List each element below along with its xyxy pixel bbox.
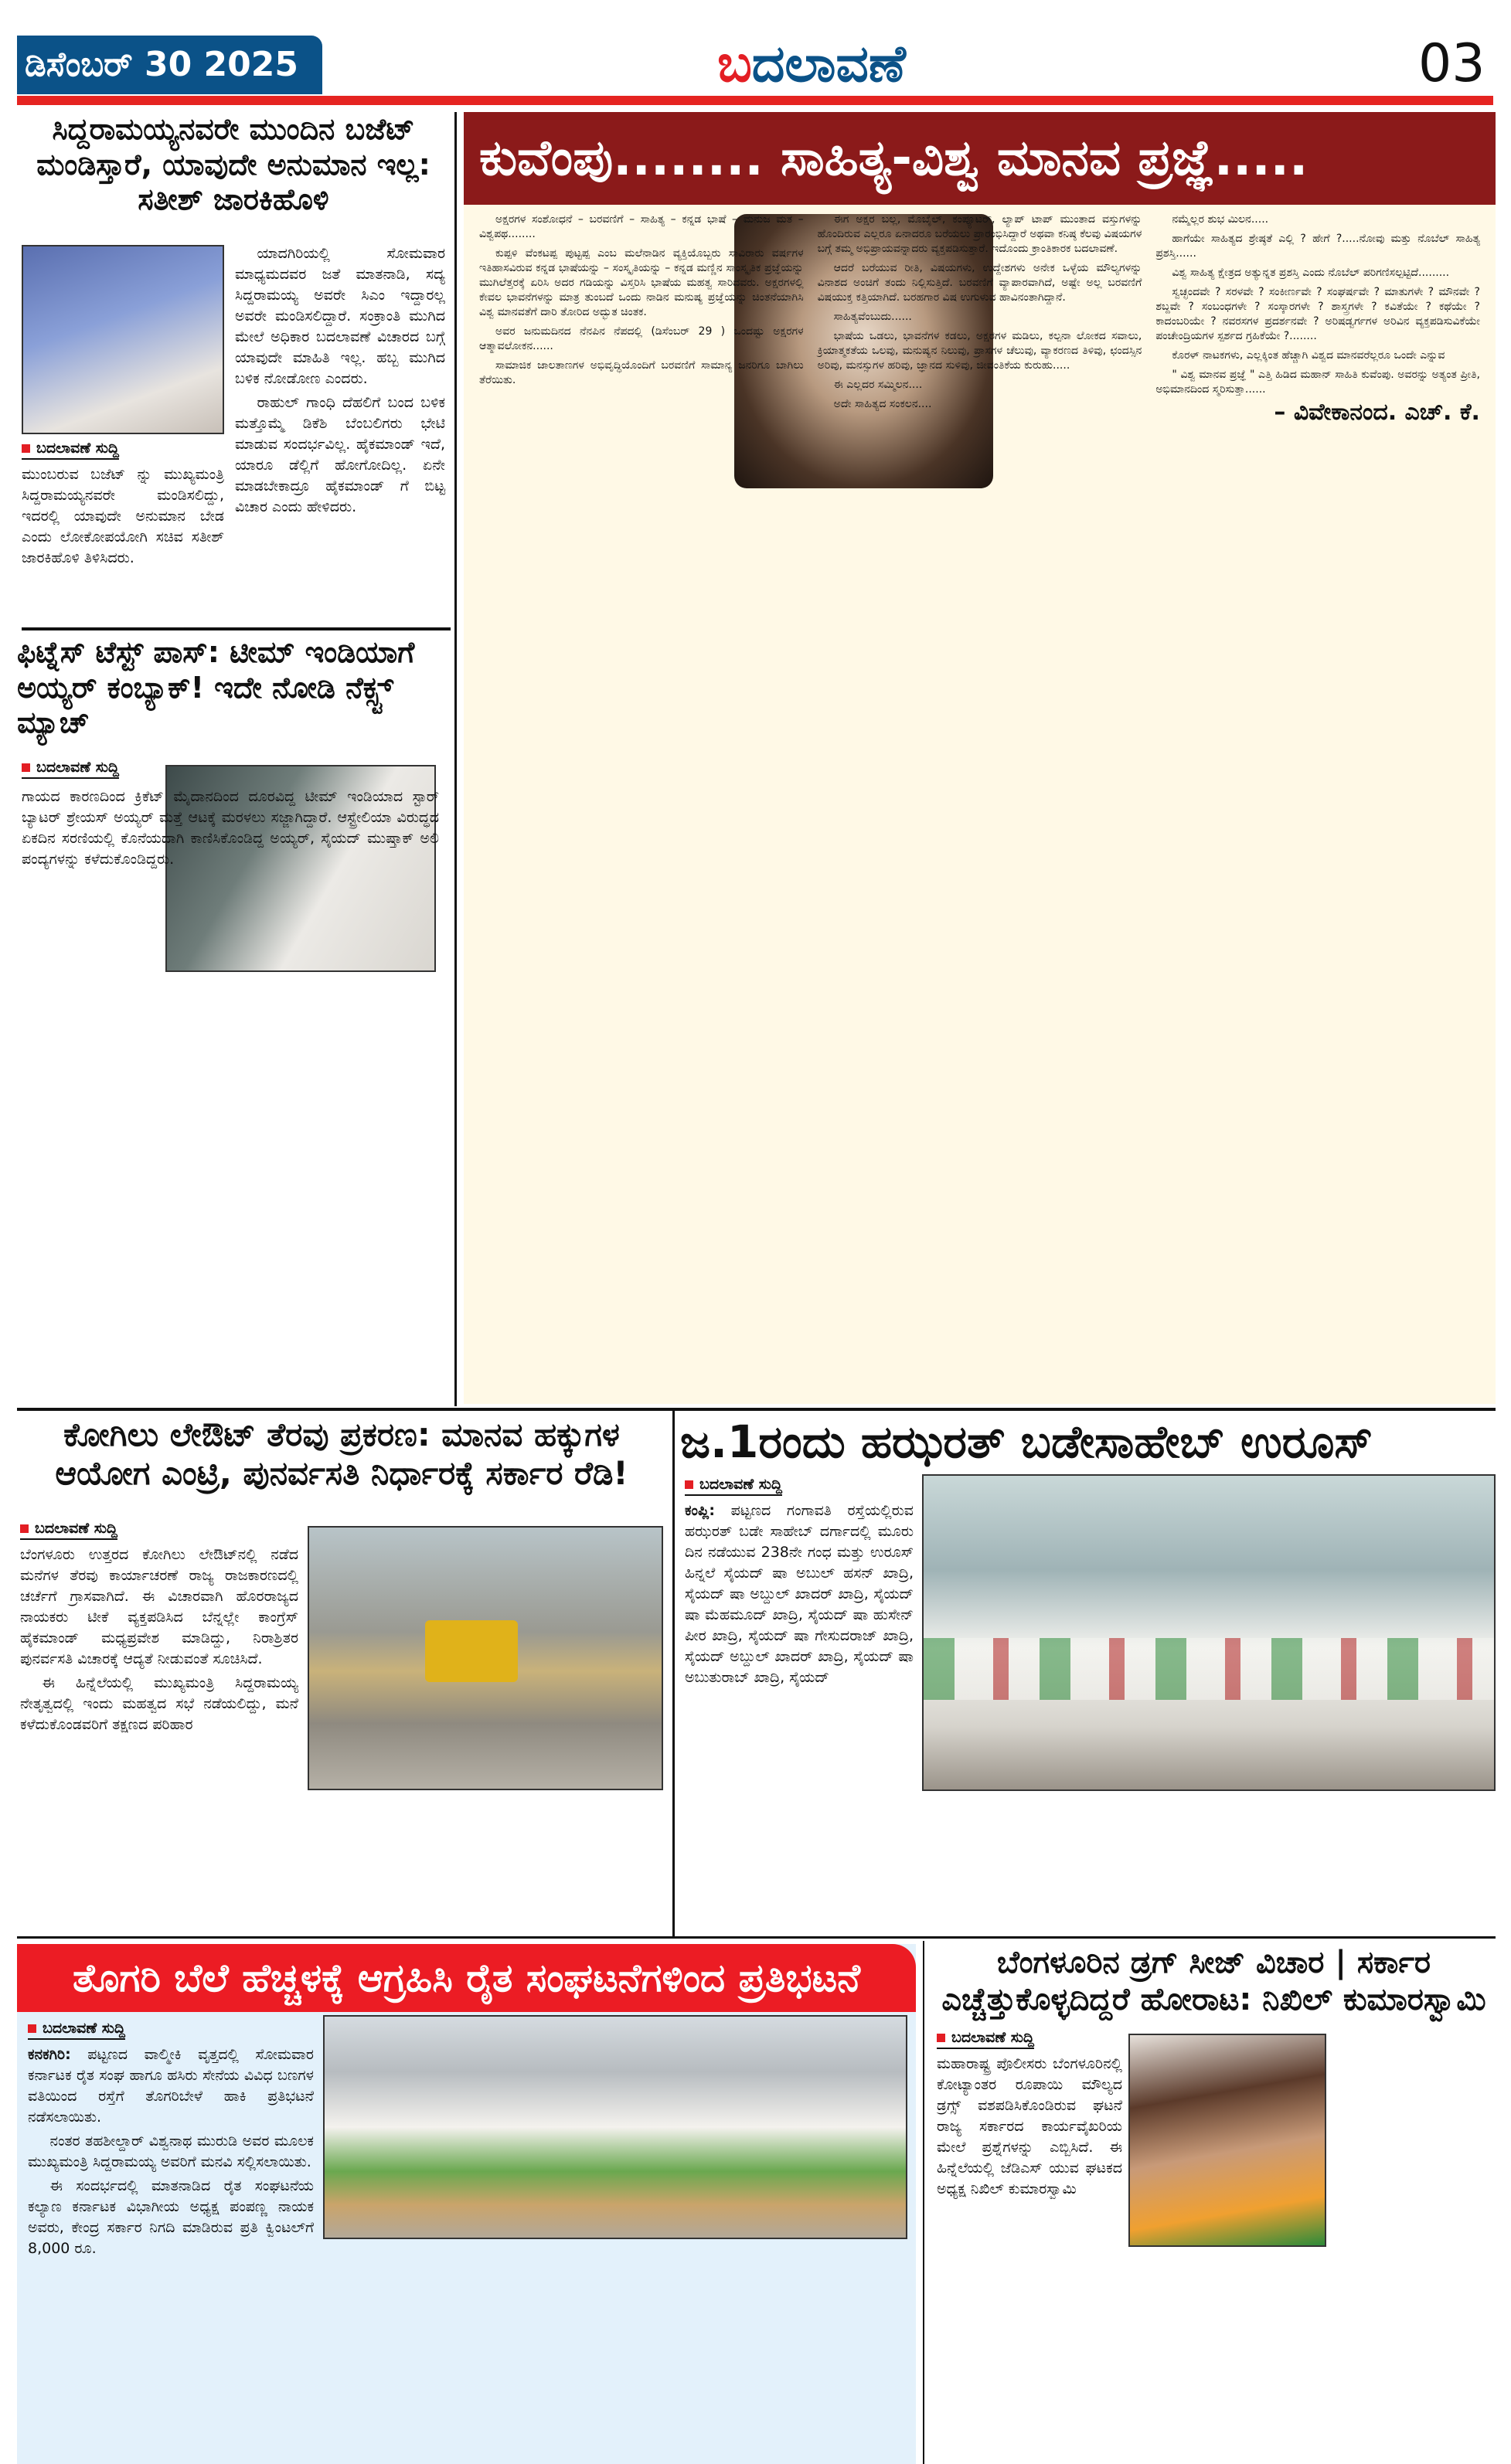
column-divider	[672, 1411, 675, 1936]
headline[interactable]: ಸಿದ್ದರಾಮಯ್ಯನವರೇ ಮುಂದಿನ ಬಜೆಟ್ ಮಂಡಿಸ್ತಾರೆ, ಯಾವುದೇ ಅನುಮಾನ ಇಲ್ಲ: ಸತೀಶ್ ಜಾರಕಿಹೊಳಿ	[36, 112, 430, 217]
article-body	[685, 1500, 914, 1688]
logo-part-blue: ದಲಾವಣೆ	[751, 34, 906, 93]
paragraph: ಕೊರಳ್ ನಾಟಕಗಳು, ಎಲ್ಲಕ್ಕಿಂತ ಹೆಚ್ಚಾಗಿ ವಿಶ್ವದ ಮಾನವರೆಲ್ಲರೂ ಒಂದೇ ಎನ್ನುವ	[1172, 349, 1445, 362]
paragraph: ಈ ಸಂದರ್ಭದಲ್ಲಿ ಮಾತನಾಡಿದ ರೈತ ಸಂಘಟನೆಯ ಕಲ್ಯಾಣ ಕರ್ನಾಟಕ ವಿಭಾಗೀಯ ಅಧ್ಯಕ್ಷ ಪಂಪಣ್ಣ ನಾಯಕ ಅವರು, ಕೇಂದ್ರ ಸರ್ಕಾರ ನಿಗದಿ ಮಾಡಿರುವ ಪ್ರತಿ ಕ್ವಿಂಟಲ್‌ಗೆ 8,000 ರೂ.	[28, 2177, 314, 2257]
issue-date: ಡಿಸೆಂಬರ್ 30 2025	[17, 36, 322, 94]
paragraph: ಬೆಂಗಳೂರು ಉತ್ತರದ ಕೋಗಿಲು ಲೇಔಟ್‌ನಲ್ಲಿ ನಡೆದ ಮನೆಗಳ ತೆರವು ಕಾರ್ಯಾಚರಣೆ ರಾಜ್ಯ ರಾಜಕಾರಣದಲ್ಲಿ ಚರ್ಚೆಗೆ ಗ್ರಾಸವಾಗಿದೆ. ಈ ವಿಚಾರವಾಗಿ ಹೊರರಾಜ್ಯದ ನಾಯಕರು ಟೀಕೆ ವ್ಯಕ್ತಪಡಿಸಿದ ಬೆನ್ನಲ್ಲೇ ಕಾಂಗ್ರೆಸ್ ಹೈಕಮಾಂಡ್ ಮಧ್ಯಪ್ರವೇಶ ಮಾಡಿದ್ದು, ನಿರಾಶ್ರಿತರ ಪುನರ್ವಸತಿ ವಿಚಾರಕ್ಕೆ ಆದ್ಯತೆ ನೀಡುವಂತೆ ಸೂಚಿಸಿದೆ.	[20, 1546, 298, 1667]
paragraph: ನಮ್ಮೆಲ್ಲರ ಶುಭ ಮಿಲನ.....	[1172, 213, 1269, 226]
paragraph: ಈ ಎಲ್ಲದರ ಸಮ್ಮಿಲನ....	[833, 379, 923, 391]
section-divider	[17, 1936, 1496, 1939]
paragraph: ಆದರೆ ಬರೆಯುವ ರೀತಿ, ವಿಷಯಗಳು, ಉದ್ದೇಶಗಳು ಅನೇಕ ಒಳ್ಳೆಯ ಮೌಲ್ಯಗಳನ್ನು ವಿನಾಶದ ಅಂಚಿಗೆ ತಂದು ನಿಲ್ಲಿಸುತ್ತಿದೆ. ಬರವಣಿಗೆ ವ್ಯಾಪಾರವಾಗಿದೆ, ಅಷ್ಟೇ ಅಲ್ಲ ಬರವಣಿಗೆ ವಿಷಯುಕ್ತ ಕತ್ತಿಯಾಗಿದೆ. ಬರಹಗಾರ ವಿಷ ಉಗುಳುವ ಹಾವಿನಂತಾಗಿದ್ದಾನೆ.	[817, 262, 1142, 304]
photo-satish-jarkiholi	[22, 245, 224, 434]
article-divider	[22, 627, 451, 630]
paragraph: ಪಟ್ಟಣದ ವಾಲ್ಮೀಕಿ ವೃತ್ತದಲ್ಲಿ ಸೋಮವಾರ ಕರ್ನಾಟಕ ರೈತ ಸಂಘ ಹಾಗೂ ಹಸಿರು ಸೇನೆಯ ವಿವಿಧ ಬಣಗಳ ವತಿಯಿಂದ ರಸ್ತೆಗೆ ತೊಗರಿಬೇಳೆ ಹಾಕಿ ಪ್ರತಿಭಟನೆ ನಡೆಸಲಾಯಿತು.	[28, 2046, 314, 2126]
paragraph: ರಾಹುಲ್ ಗಾಂಧಿ ದೆಹಲಿಗೆ ಬಂದ ಬಳಿಕ ಮತ್ತೊಮ್ಮೆ ಡಿಕೆಶಿ ಬೆಂಬಲಿಗರು ಭೇಟಿ ಮಾಡುವ ಸಂದರ್ಭವಿಲ್ಲ. ಹೈಕಮಾಂಡ್ ಇದೆ, ಯಾರೂ ಡೆಲ್ಲಿಗೆ ಹೋಗೋದಿಲ್ಲ. ಏನೇ ಮಾಡಬೇಕಾದ್ರೂ ಹೈಕಮಾಂಡ್ ಗೆ ಬಿಟ್ಟ ವಿಚಾರ ಎಂದು ಹೇಳಿದರು.	[235, 394, 445, 515]
headline[interactable]: ಜ.1ರಂದು ಹಝರತ್ ಬಡೇಸಾಹೇಬ್ ಉರೂಸ್	[680, 1416, 1373, 1468]
article-urus	[680, 1416, 1496, 1933]
article-body	[479, 212, 1480, 1387]
paragraph: ಅವರ ಜನುಮದಿನದ ನೆನಪಿನ ನೆಪದಲ್ಲಿ (ಡಿಸೆಂಬರ್ 29 ) ಒಂದಷ್ಟು ಅಕ್ಷರಗಳ ಆತ್ಮಾವಲೋಕನ......	[479, 325, 804, 352]
logo-part-red: ಬ	[717, 34, 752, 93]
banner-posters	[924, 1638, 1494, 1700]
article-togari	[17, 1944, 916, 2464]
paragraph: ಕುಪ್ಪಳಿ ವೆಂಕಟಪ್ಪ ಪುಟ್ಟಪ್ಪ ಎಂಬ ಮಲೆನಾಡಿನ ವ್ಯಕ್ತಿಯೊಬ್ಬರು ಸಾವಿರಾರು ವರ್ಷಗಳ ಇತಿಹಾಸವಿರುವ ಕನ್ನಡ ಭಾಷೆಯನ್ನು – ಸಂಸ್ಕೃತಿಯನ್ನು – ಕನ್ನಡ ಮಣ್ಣಿನ ಸಾಂಸ್ಕೃತಿಕ ಪ್ರಜ್ಞೆಯನ್ನು ಮುಗಿಲೆತ್ತರಕ್ಕೆ ಏರಿಸಿ ಅದರ ಗಡಿಯನ್ನು ವಿಸ್ತರಿಸಿ ಭಾಷೆಯ ಮಹತ್ವ ಸಾರಿದವರು. ಅಕ್ಷರಗಳಲ್ಲಿ ಕೇವಲ ಭಾವನೆಗಳನ್ನು ಮಾತ್ರ ತುಂಬದೆ ಒಂದು ನಾಡಿನ ಮನುಷ್ಯ ಪ್ರಜ್ಞೆಯನ್ನು ಚಿಂತನೆಯಾಗಿಸಿ ವಿಶ್ವ ಮಾನವತೆಗೆ ದಾರಿ ತೋರಿದ ಅದ್ಭುತ ಚಿಂತಕ.	[479, 247, 804, 318]
paragraph: ಅಕ್ಷರಗಳ ಸಂಶೋಧನೆ – ಬರವಣಿಗೆ – ಸಾಹಿತ್ಯ – ಕನ್ನಡ ಭಾಷೆ – ಮನುಜ ಮತ – ವಿಶ್ವಪಥ........	[479, 213, 804, 240]
headline[interactable]: ಕೋಗಿಲು ಲೇಔಟ್ ತೆರವು ಪ್ರಕರಣ: ಮಾನವ ಹಕ್ಕುಗಳ ಆಯೋಗ ಎಂಟ್ರಿ, ಪುನರ್ವಸತಿ ನಿರ್ಧಾರಕ್ಕೆ ಸರ್ಕಾರ ರೆಡಿ!	[55, 1416, 628, 1493]
photo-nikhil-kumaraswamy	[1128, 2034, 1326, 2247]
page-number: 03	[1418, 33, 1485, 94]
article-lead: ಮುಂಬರುವ ಬಜೆಟ್ ನ್ನು ಮುಖ್ಯಮಂತ್ರಿ ಸಿದ್ದರಾಮಯ್ಯನವರೇ ಮಂಡಿಸಲಿದ್ದು, ಇದರಲ್ಲಿ ಯಾವುದೇ ಅನುಮಾನ ಬೇಡ ಎಂದು ಲೋಕೋಪಯೋಗಿ ಸಚಿವ ಸತೀಶ್ ಜಾರಕಿಹೊಳಿ ತಿಳಿಸಿದರು.	[22, 466, 224, 566]
byline: ಬದಲಾವಣೆ ಸುದ್ದಿ	[28, 2020, 125, 2040]
column-divider	[923, 1941, 924, 2464]
dateline-place: ಕಂಪ್ಲಿ:	[685, 1502, 716, 1519]
author-name: – ವಿವೇಕಾನಂದ. ಎಚ್. ಕೆ.	[1274, 399, 1480, 426]
byline: ಬದಲಾವಣೆ ಸುದ್ದಿ	[22, 440, 119, 460]
article-iyer	[17, 635, 450, 1400]
paragraph: ಹಾಗೆಯೇ ಸಾಹಿತ್ಯದ ಶ್ರೇಷ್ಠತೆ ಎಲ್ಲಿ ? ಹೇಗೆ ?.....ನೋವು ಮತ್ತು ನೊಬೆಲ್ ಸಾಹಿತ್ಯ ಪ್ರಶಸ್ತಿ......	[1155, 233, 1480, 260]
paragraph: ವಿಶ್ವ ಸಾಹಿತ್ಯ ಕ್ಷೇತ್ರದ ಅತ್ಯುನ್ನತ ಪ್ರಶಸ್ತಿ ಎಂದು ನೊಬೆಲ್ ಪರಿಗಣಿಸಲ್ಪಟ್ಟಿದೆ.........	[1172, 267, 1450, 279]
article-body	[22, 787, 439, 873]
article-body	[20, 1545, 298, 1735]
byline: ಬದಲಾವಣೆ ಸುದ್ದಿ	[20, 1520, 117, 1540]
byline: ಬದಲಾವಣೆ ಸುದ್ದಿ	[22, 759, 119, 779]
photo-demolition	[308, 1526, 663, 1790]
paragraph: ಭಾಷೆಯ ಒಡಲು, ಭಾವನೆಗಳ ಕಡಲು, ಅಕ್ಷರಗಳ ಮಡಿಲು, ಕಲ್ಪನಾ ಲೋಕದ ಸವಾಲು, ಕ್ರಿಯಾತ್ಮಕತೆಯ ಒಲವು, ಮನುಷ್ಯನ ನಿಲುವು, ಪ್ರಾಸಗಳ ಚೆಲುವು, ವ್ಯಾಕರಣದ ತಿಳಿವು, ಛಂದಸ್ಸಿನ ಅರಿವು, ಮನಸ್ಸುಗಳ ಹರಿವು, ಜ್ಞಾನದ ಸುಳಿವು, ಜೀವಂತಿಕೆಯ ಕುರುಹು.....	[817, 330, 1142, 372]
headline[interactable]: ಫಿಟ್ನೆಸ್ ಟೆಸ್ಟ್ ಪಾಸ್: ಟೀಮ್ ಇಂಡಿಯಾಗೆ ಅಯ್ಯರ್ ಕಂಬ್ಯಾಕ್! ಇದೇ ನೋಡಿ ನೆಕ್ಸ್ಟ್ ಮ್ಯಾಚ್	[17, 635, 415, 740]
article-body	[28, 2044, 314, 2259]
article-body	[235, 243, 445, 521]
column-divider	[454, 112, 457, 1406]
article-kuvempu	[464, 112, 1496, 1404]
paragraph: ಸ್ವಚ್ಛಂದವೇ ? ಸರಳವೇ ? ಸಂಕೀರ್ಣವೇ ? ಸಂಘರ್ಷವೇ ? ಮಾತುಗಳೇ ? ಮೌನವೇ ? ಶಬ್ದವೇ ? ಸಂಬಂಧಗಳೇ ? ಸಂಸ್ಕಾರಗಳೇ ? ಶಾಸ್ತ್ರಗಳೇ ? ಕವಿತೆಯೇ ? ಕಥೆಯೇ ? ಕಾದಂಬರಿಯೇ ? ನವರಸಗಳ ಪ್ರದರ್ಶನವೇ ? ಅರಿಷಡ್ವರ್ಗಗಳ ಅರಿವಿನ ವ್ಯಕ್ತಪಡಿಸುವಿಕೆಯೇ ಪಂಚೇಂದ್ರಿಯಗಳ ಸ್ಪರ್ಶದ ಗ್ರಹಿಕೆಯೇ ?........	[1155, 286, 1480, 342]
newspaper-logo	[672, 29, 951, 99]
paragraph: ಸಾಮಾಜಿಕ ಜಾಲತಾಣಗಳ ಅಭಿವೃದ್ಧಿಯೊಂದಿಗೆ ಬರವಣಿಗೆ ಸಾಮಾನ್ಯ ಜನರಿಗೂ ಬಾಗಿಲು ತೆರೆಯಿತು.	[479, 359, 804, 386]
dateline-place: ಕನಕಗಿರಿ:	[28, 2046, 71, 2063]
article-kogilu	[17, 1416, 666, 1933]
paragraph: ಯಾದಗಿರಿಯಲ್ಲಿ ಸೋಮವಾರ ಮಾಧ್ಯಮದವರ ಜತೆ ಮಾತನಾಡಿ, ಸದ್ಯ ಸಿದ್ದರಾಮಯ್ಯ ಅವರೇ ಸಿಎಂ ಇದ್ದಾರಲ್ಲ ಅವರೇ ಮಂಡಿಸಲಿದ್ದಾರೆ. ಸಂಕ್ರಾಂತಿ ಮುಗಿದ ಮೇಲೆ ಅಧಿಕಾರ ಬದಲಾವಣೆ ವಿಚಾರದ ಬಗ್ಗೆ ಯಾವುದೇ ಮಾಹಿತಿ ಇಲ್ಲ. ಹಬ್ಬ ಮುಗಿದ ಬಳಿಕ ನೋಡೋಣ ಎಂದರು.	[235, 245, 445, 387]
photo-urus-gathering	[922, 1474, 1496, 1791]
paragraph: ಈಗ ಅಕ್ಷರ ಬಲ್ಲ, ಮೊಬೈಲ್, ಕಂಪ್ಯೂಟರ್, ಲ್ಯಾಪ್ ಟಾಪ್ ಮುಂತಾದ ವಸ್ತುಗಳನ್ನು ಹೊಂದಿರುವ ಎಲ್ಲರೂ ಏನಾದರೂ ಬರೆಯಲು ಪ್ರಾರಂಭಿಸಿದ್ದಾರೆ ಅಥವಾ ಕನಿಷ್ಠ ಕೆಲವು ವಿಷಯಗಳ ಬಗ್ಗೆ ತಮ್ಮ ಅಭಿಪ್ರಾಯವನ್ನಾದರು ವ್ಯಕ್ತಪಡಿಸುತ್ತಾರೆ. ಇದೊಂದು ಕ್ರಾಂತಿಕಾರಕ ಬದಲಾವಣೆ.	[817, 213, 1142, 255]
paragraph: ಅದೇ ಸಾಹಿತ್ಯದ ಸಂಕಲನ....	[833, 398, 932, 410]
paragraph: ನಂತರ ತಹಶೀಲ್ದಾರ್ ವಿಶ್ವನಾಥ ಮುರುಡಿ ಅವರ ಮೂಲಕ ಮುಖ್ಯಮಂತ್ರಿ ಸಿದ್ದರಾಮಯ್ಯ ಅವರಿಗೆ ಮನವಿ ಸಲ್ಲಿಸಲಾಯಿತು.	[28, 2133, 314, 2170]
headline[interactable]: ತೊಗರಿ ಬೆಲೆ ಹೆಚ್ಚಳಕ್ಕೆ ಆಗ್ರಹಿಸಿ ರೈತ ಸಂಘಟನೆಗಳಿಂದ ಪ್ರತಿಭಟನೆ	[73, 1956, 860, 2000]
photo-farmers-protest	[323, 2015, 907, 2239]
section-divider	[17, 1408, 1496, 1411]
byline: ಬದಲಾವಣೆ ಸುದ್ದಿ	[937, 2029, 1034, 2049]
article-drug-seizure	[932, 1944, 1496, 2464]
masthead-divider	[17, 96, 1493, 105]
paragraph: ಮಹಾರಾಷ್ಟ್ರ ಪೊಲೀಸರು ಬೆಂಗಳೂರಿನಲ್ಲಿ ಕೋಟ್ಯಾಂತರ ರೂಪಾಯಿ ಮೌಲ್ಯದ ಡ್ರಗ್ಸ್ ವಶಪಡಿಸಿಕೊಂಡಿರುವ ಘಟನೆ ರಾಜ್ಯ ಸರ್ಕಾರದ ಕಾರ್ಯವೈಖರಿಯ ಮೇಲೆ ಪ್ರಶ್ನೆಗಳನ್ನು ಎಬ್ಬಿಸಿದೆ. ಈ ಹಿನ್ನೆಲೆಯಲ್ಲಿ ಜೆಡಿಎಸ್ ಯುವ ಘಟಕದ ಅಧ್ಯಕ್ಷ ನಿಖಿಲ್ ಕುಮಾರಸ್ವಾಮಿ	[937, 2055, 1122, 2197]
byline: ಬದಲಾವಣೆ ಸುದ್ದಿ	[685, 1476, 782, 1496]
paragraph: ಈ ಹಿನ್ನೆಲೆಯಲ್ಲಿ ಮುಖ್ಯಮಂತ್ರಿ ಸಿದ್ದರಾಮಯ್ಯ ನೇತೃತ್ವದಲ್ಲಿ ಇಂದು ಮಹತ್ವದ ಸಭೆ ನಡೆಯಲಿದ್ದು, ಮನೆ ಕಳೆದುಕೊಂಡವರಿಗೆ ತಕ್ಷಣದ ಪರಿಹಾರ	[20, 1674, 298, 1733]
headline[interactable]: ಬೆಂಗಳೂರಿನ ಡ್ರಗ್ ಸೀಜ್ ವಿಚಾರ | ಸರ್ಕಾರ ಎಚ್ಚೆತ್ತುಕೊಳ್ಳದಿದ್ದರೆ ಹೋರಾಟ: ನಿಖಿಲ್ ಕುಮಾರಸ್ವಾಮಿ	[941, 1945, 1486, 2017]
excavator-shape	[425, 1620, 518, 1682]
paragraph: ಸಾಹಿತ್ಯವೆಂಬುದು......	[833, 311, 912, 323]
article-jarkiholi	[17, 112, 450, 622]
paragraph: ಪಟ್ಟಣದ ಗಂಗಾವತಿ ರಸ್ತೆಯಲ್ಲಿರುವ ಹಝರತ್ ಬಡೇ ಸಾಹೇಬ್ ದರ್ಗಾದಲ್ಲಿ ಮೂರು ದಿನ ನಡೆಯುವ 238ನೇ ಗಂಧ ಮತ್ತು ಉರೂಸ್ ಹಿನ್ನಲೆ ಸೈಯದ್ ಷಾ ಅಬುಲ್ ಹಸನ್ ಖಾದ್ರಿ, ಸೈಯದ್ ಷಾ ಅಬ್ದುಲ್ ಖಾದರ್ ಖಾದ್ರಿ, ಸೈಯದ್ ಷಾ ಮೆಹಮೂದ್ ಖಾದ್ರಿ, ಸೈಯದ್ ಷಾ ಹುಸೇನ್ ಪೀರ ಖಾದ್ರಿ, ಸೈಯದ್ ಷಾ ಗೇಸುದರಾಜ್ ಖಾದ್ರಿ, ಸೈಯದ್ ಅಬ್ದುಲ್ ಖಾದರ್ ಖಾದ್ರಿ, ಸೈಯದ್ ಷಾ ಅಬುತುರಾಬ್ ಖಾದ್ರಿ, ಸೈಯದ್	[685, 1502, 914, 1686]
paragraph: " ವಿಶ್ವ ಮಾನವ ಪ್ರಜ್ಞೆ " ಎತ್ತಿ ಹಿಡಿದ ಮಹಾನ್ ಸಾಹಿತಿ ಕುವೆಂಪು. ಅವರನ್ನು ಅತ್ಯಂತ ಪ್ರೀತಿ, ಅಭಿಮಾನದಿಂದ ಸ್ಮರಿಸುತ್ತಾ......	[1155, 369, 1480, 396]
headline[interactable]: ಕುವೆಂಪು........ ಸಾಹಿತ್ಯ-ವಿಶ್ವ ಮಾನವ ಪ್ರಜ್ಞೆ.....	[479, 130, 1309, 187]
article-body	[937, 2054, 1122, 2200]
paragraph: ಗಾಯದ ಕಾರಣದಿಂದ ಕ್ರಿಕೆಟ್ ಮೈದಾನದಿಂದ ದೂರವಿದ್ದ ಟೀಮ್ ಇಂಡಿಯಾದ ಸ್ಟಾರ್ ಬ್ಯಾಟರ್ ಶ್ರೇಯಸ್ ಅಯ್ಯರ್ ಮತ್ತೆ ಆಟಕ್ಕೆ ಮರಳಲು ಸಜ್ಜಾಗಿದ್ದಾರೆ. ಆಸ್ಟ್ರೇಲಿಯಾ ವಿರುದ್ಧದ ಏಕದಿನ ಸರಣಿಯಲ್ಲಿ ಕೊನೆಯದಾಗಿ ಕಾಣಿಸಿಕೊಂಡಿದ್ದ ಅಯ್ಯರ್, ಸೈಯದ್ ಮುಷ್ತಾಕ್ ಅಲಿ ಪಂದ್ಯಗಳನ್ನು ಕಳೆದುಕೊಂಡಿದ್ದರು.	[22, 788, 439, 868]
